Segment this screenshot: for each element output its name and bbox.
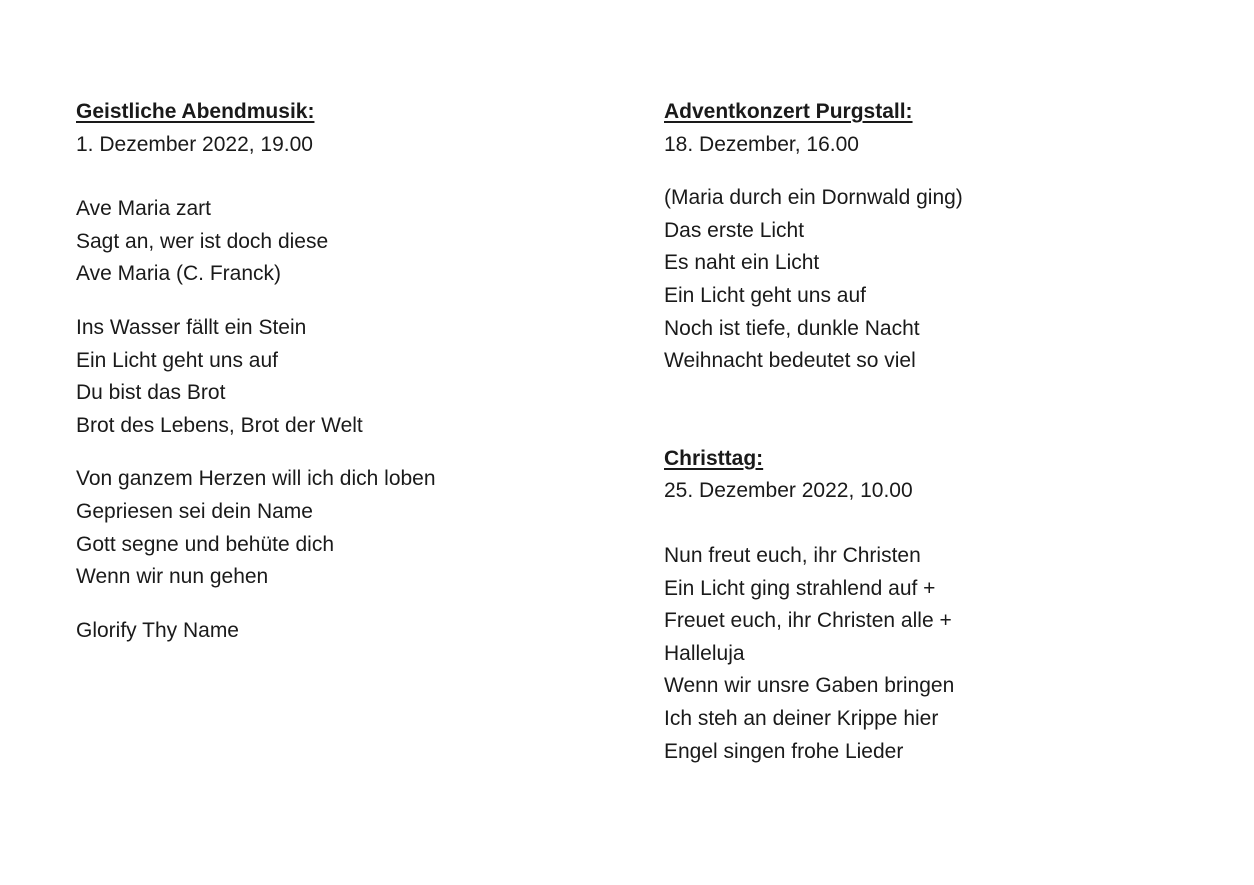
song-title: Gott segne und behüte dich — [76, 532, 335, 556]
song-title: Gepriesen sei dein Name — [76, 499, 313, 523]
song-title: Sagt an, wer ist doch diese — [76, 229, 329, 253]
song-title: Nun freut euch, ihr Christen — [664, 543, 921, 567]
event-date: 25. Dezember 2022, 10.00 — [664, 479, 913, 503]
song-title: Engel singen frohe Lieder — [664, 739, 904, 763]
song-title: Wenn wir nun gehen — [76, 565, 269, 589]
event-date: 18. Dezember, 16.00 — [664, 132, 859, 156]
event-date: 1. Dezember 2022, 19.00 — [76, 132, 313, 156]
song-title: Ins Wasser fällt ein Stein — [76, 315, 307, 339]
section-heading-christtag: Christtag: — [664, 446, 764, 470]
advent-concert-section — [664, 96, 1224, 378]
song-group — [76, 312, 596, 442]
song-title: Ein Licht geht uns auf — [664, 283, 866, 307]
song-group — [76, 615, 596, 648]
song-title: Weihnacht bedeutet so viel — [664, 349, 916, 373]
song-title: Wenn wir unsre Gaben bringen — [664, 674, 955, 698]
section-heading-abendmusik: Geistliche Abendmusik: — [76, 100, 315, 123]
song-title: (Maria durch ein Dornwald ging) — [664, 186, 963, 210]
song-title: Ein Licht ging strahlend auf + — [664, 576, 936, 600]
song-title: Das erste Licht — [664, 218, 805, 242]
christtag-section — [664, 443, 1224, 768]
song-title: Halleluja — [664, 641, 745, 665]
section-heading-adventkonzert: Adventkonzert Purgstall: — [664, 100, 913, 123]
song-title: Noch ist tiefe, dunkle Nacht — [664, 316, 920, 340]
right-program-column — [664, 96, 1224, 768]
song-title: Ave Maria (C. Franck) — [76, 262, 281, 286]
song-title: Von ganzem Herzen will ich dich loben — [76, 467, 436, 491]
song-title: Freuet euch, ihr Christen alle + — [664, 609, 952, 633]
song-group — [76, 463, 596, 593]
song-title: Ich steh an deiner Krippe hier — [664, 706, 939, 730]
song-title: Glorify Thy Name — [76, 618, 239, 642]
song-title: Ein Licht geht uns auf — [76, 348, 278, 372]
song-title: Ave Maria zart — [76, 197, 211, 221]
song-title: Du bist das Brot — [76, 381, 226, 405]
song-title: Es naht ein Licht — [664, 251, 820, 275]
song-title: Brot des Lebens, Brot der Welt — [76, 413, 363, 437]
left-program-column — [76, 96, 596, 647]
song-group — [76, 193, 596, 291]
